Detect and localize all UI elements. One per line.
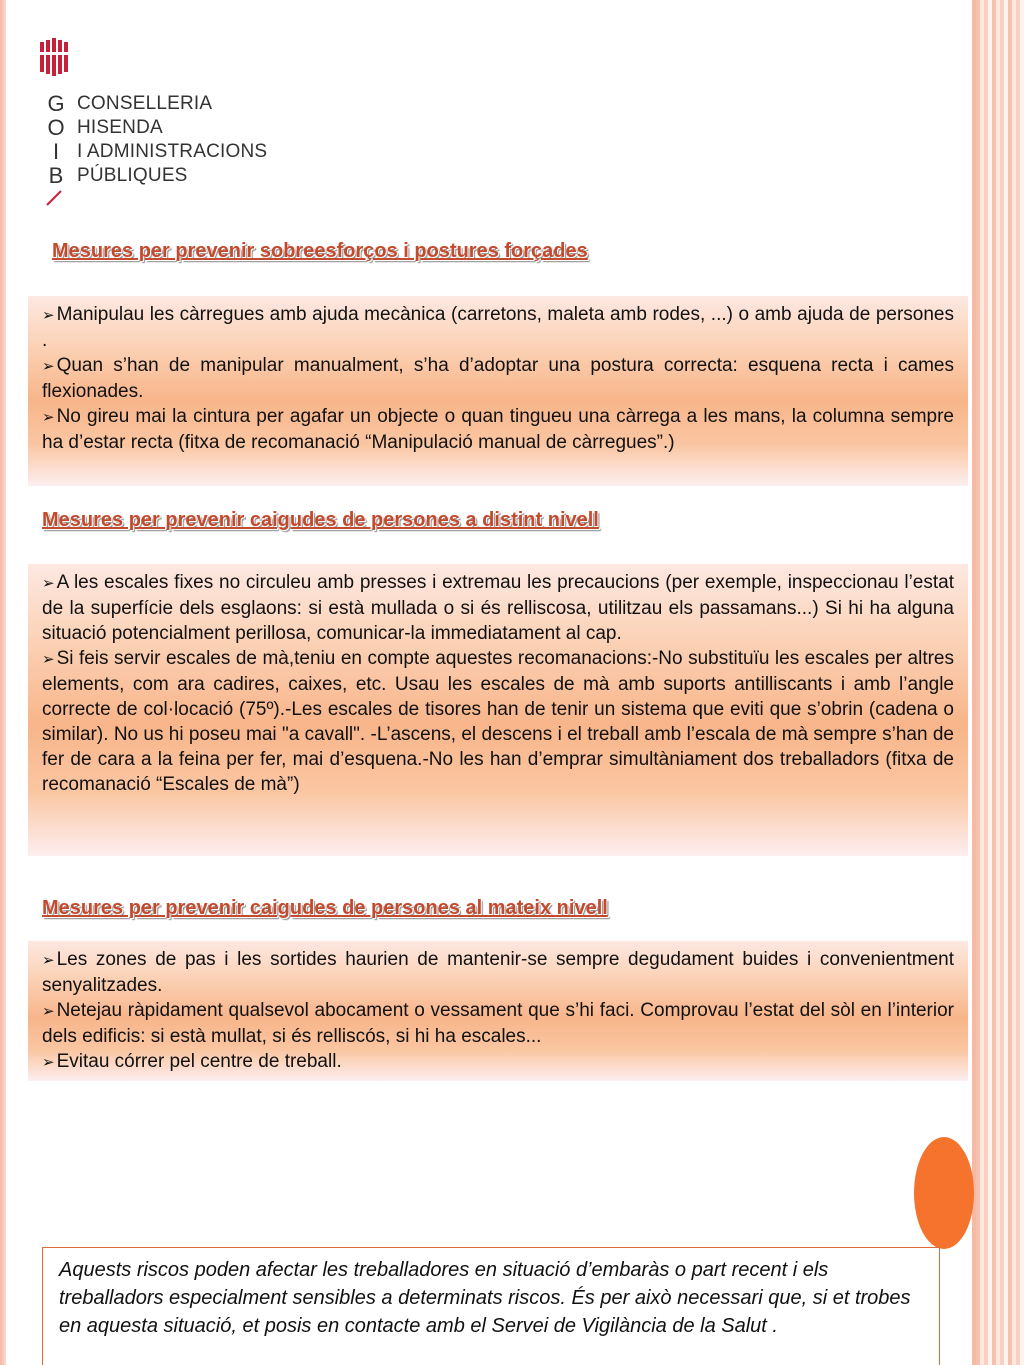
warning-note-text: Aquests riscos poden afectar les treballadores en situació d’embaràs o part recent i els treballadors especialment sensibles a determinats riscos. És per això necessari que, si et trobes en aquesta situació, et posis en contacte amb el Servei de Vigilància de la Salut .	[59, 1259, 911, 1337]
logo-line: PÚBLIQUES	[77, 165, 188, 186]
list-item: ➢ Si feis servir escales de mà,teniu en compte aquestes recomanacions:-No substituïu les escales per altres elements, com ara cadires, caixes, etc. Usau les escales de mà amb suports antilliscants i amb l’angle correcte de col·locació (75º).-Les escales de tisores han de tenir un sistema que eviti que s’obrin (cadena o similar). No us hi poseu mai "a cavall". -L’ascens, el descens i el treball amb l’escala de mà sempre s’han de fer de cara a la feina per fer, mai d’esquena.-No les han d’emprar simultàniament dos treballadors (fitxa de recomanació “Escales de mà”)	[42, 648, 954, 795]
logo-line: I ADMINISTRACIONS	[77, 141, 268, 162]
logo-line: HISENDA	[77, 117, 163, 138]
arrow-bullet-icon: ➢	[42, 575, 55, 592]
list-item: ➢ Netejau ràpidament qualsevol abocament o vessament que s’hi faci. Comprovau l’estat del sòl en l’interior dels edificis: si està mullat, si és relliscós, si hi ha escales...	[42, 1000, 954, 1047]
arrow-bullet-icon: ➢	[42, 651, 55, 668]
list-item: ➢ Evitau córrer pel centre de treball.	[42, 1051, 342, 1072]
warning-note-box	[42, 1247, 940, 1365]
logo-letter: O	[47, 115, 65, 140]
logo-letter: G	[47, 91, 65, 116]
logo-line: CONSELLERIA	[77, 93, 213, 114]
left-frame-border	[0, 0, 6, 1365]
arrow-bullet-icon: ➢	[42, 1003, 55, 1020]
goib-logo-icon	[40, 38, 68, 78]
list-item: ➢ No gireu mai la cintura per agafar un objecte o quan tingueu una càrrega a les mans, la columna sempre ha d’estar recta (fitxa de recomanació “Manipulació manual de càrregues”.)	[42, 406, 954, 453]
logo-letter: B	[48, 163, 64, 188]
section-heading-distint-nivell: Mesures per prevenir caigudes de persones a distint nivell	[42, 509, 599, 531]
right-frame-stripes	[976, 0, 1024, 1365]
arrow-bullet-icon: ➢	[42, 952, 55, 969]
section-heading-sobreesforcos: Mesures per prevenir sobreesforços i postures forçades	[52, 240, 588, 262]
logo-letter: I	[52, 139, 60, 164]
list-item: ➢ A les escales fixes no circuleu amb presses i extremau les precaucions (per exemple, inspeccionau l’estat de la superfície dels esglaons: si està mullada o si és relliscosa, utilitzau els passamans...) Si hi ha alguna situació potencialment perillosa, comunicar-la immediatament al cap.	[42, 572, 954, 644]
logo-slash-icon	[46, 190, 62, 206]
arrow-bullet-icon: ➢	[42, 1054, 55, 1071]
section-box-sobreesforcos	[28, 296, 968, 486]
logo-letters	[45, 92, 67, 188]
arrow-bullet-icon: ➢	[42, 358, 55, 375]
arrow-bullet-icon: ➢	[42, 409, 55, 426]
arrow-bullet-icon: ➢	[42, 307, 55, 324]
logo-department-name	[77, 92, 267, 188]
list-item: ➢ Quan s’han de manipular manualment, s’ha d’adoptar una postura correcta: esquena recta i cames flexionades.	[42, 355, 954, 402]
list-item: ➢ Les zones de pas i les sortides haurien de mantenir-se sempre degudament buides i convenientment senyalitzades.	[42, 949, 954, 996]
section-box-mateix-nivell	[28, 941, 968, 1081]
section-box-distint-nivell	[28, 564, 968, 856]
decorative-orange-oval	[914, 1137, 974, 1249]
list-item: ➢ Manipulau les càrregues amb ajuda mecànica (carretons, maleta amb rodes, ...) o amb ajuda de persones .	[42, 304, 954, 351]
section-heading-mateix-nivell: Mesures per prevenir caigudes de persones al mateix nivell	[42, 897, 608, 919]
